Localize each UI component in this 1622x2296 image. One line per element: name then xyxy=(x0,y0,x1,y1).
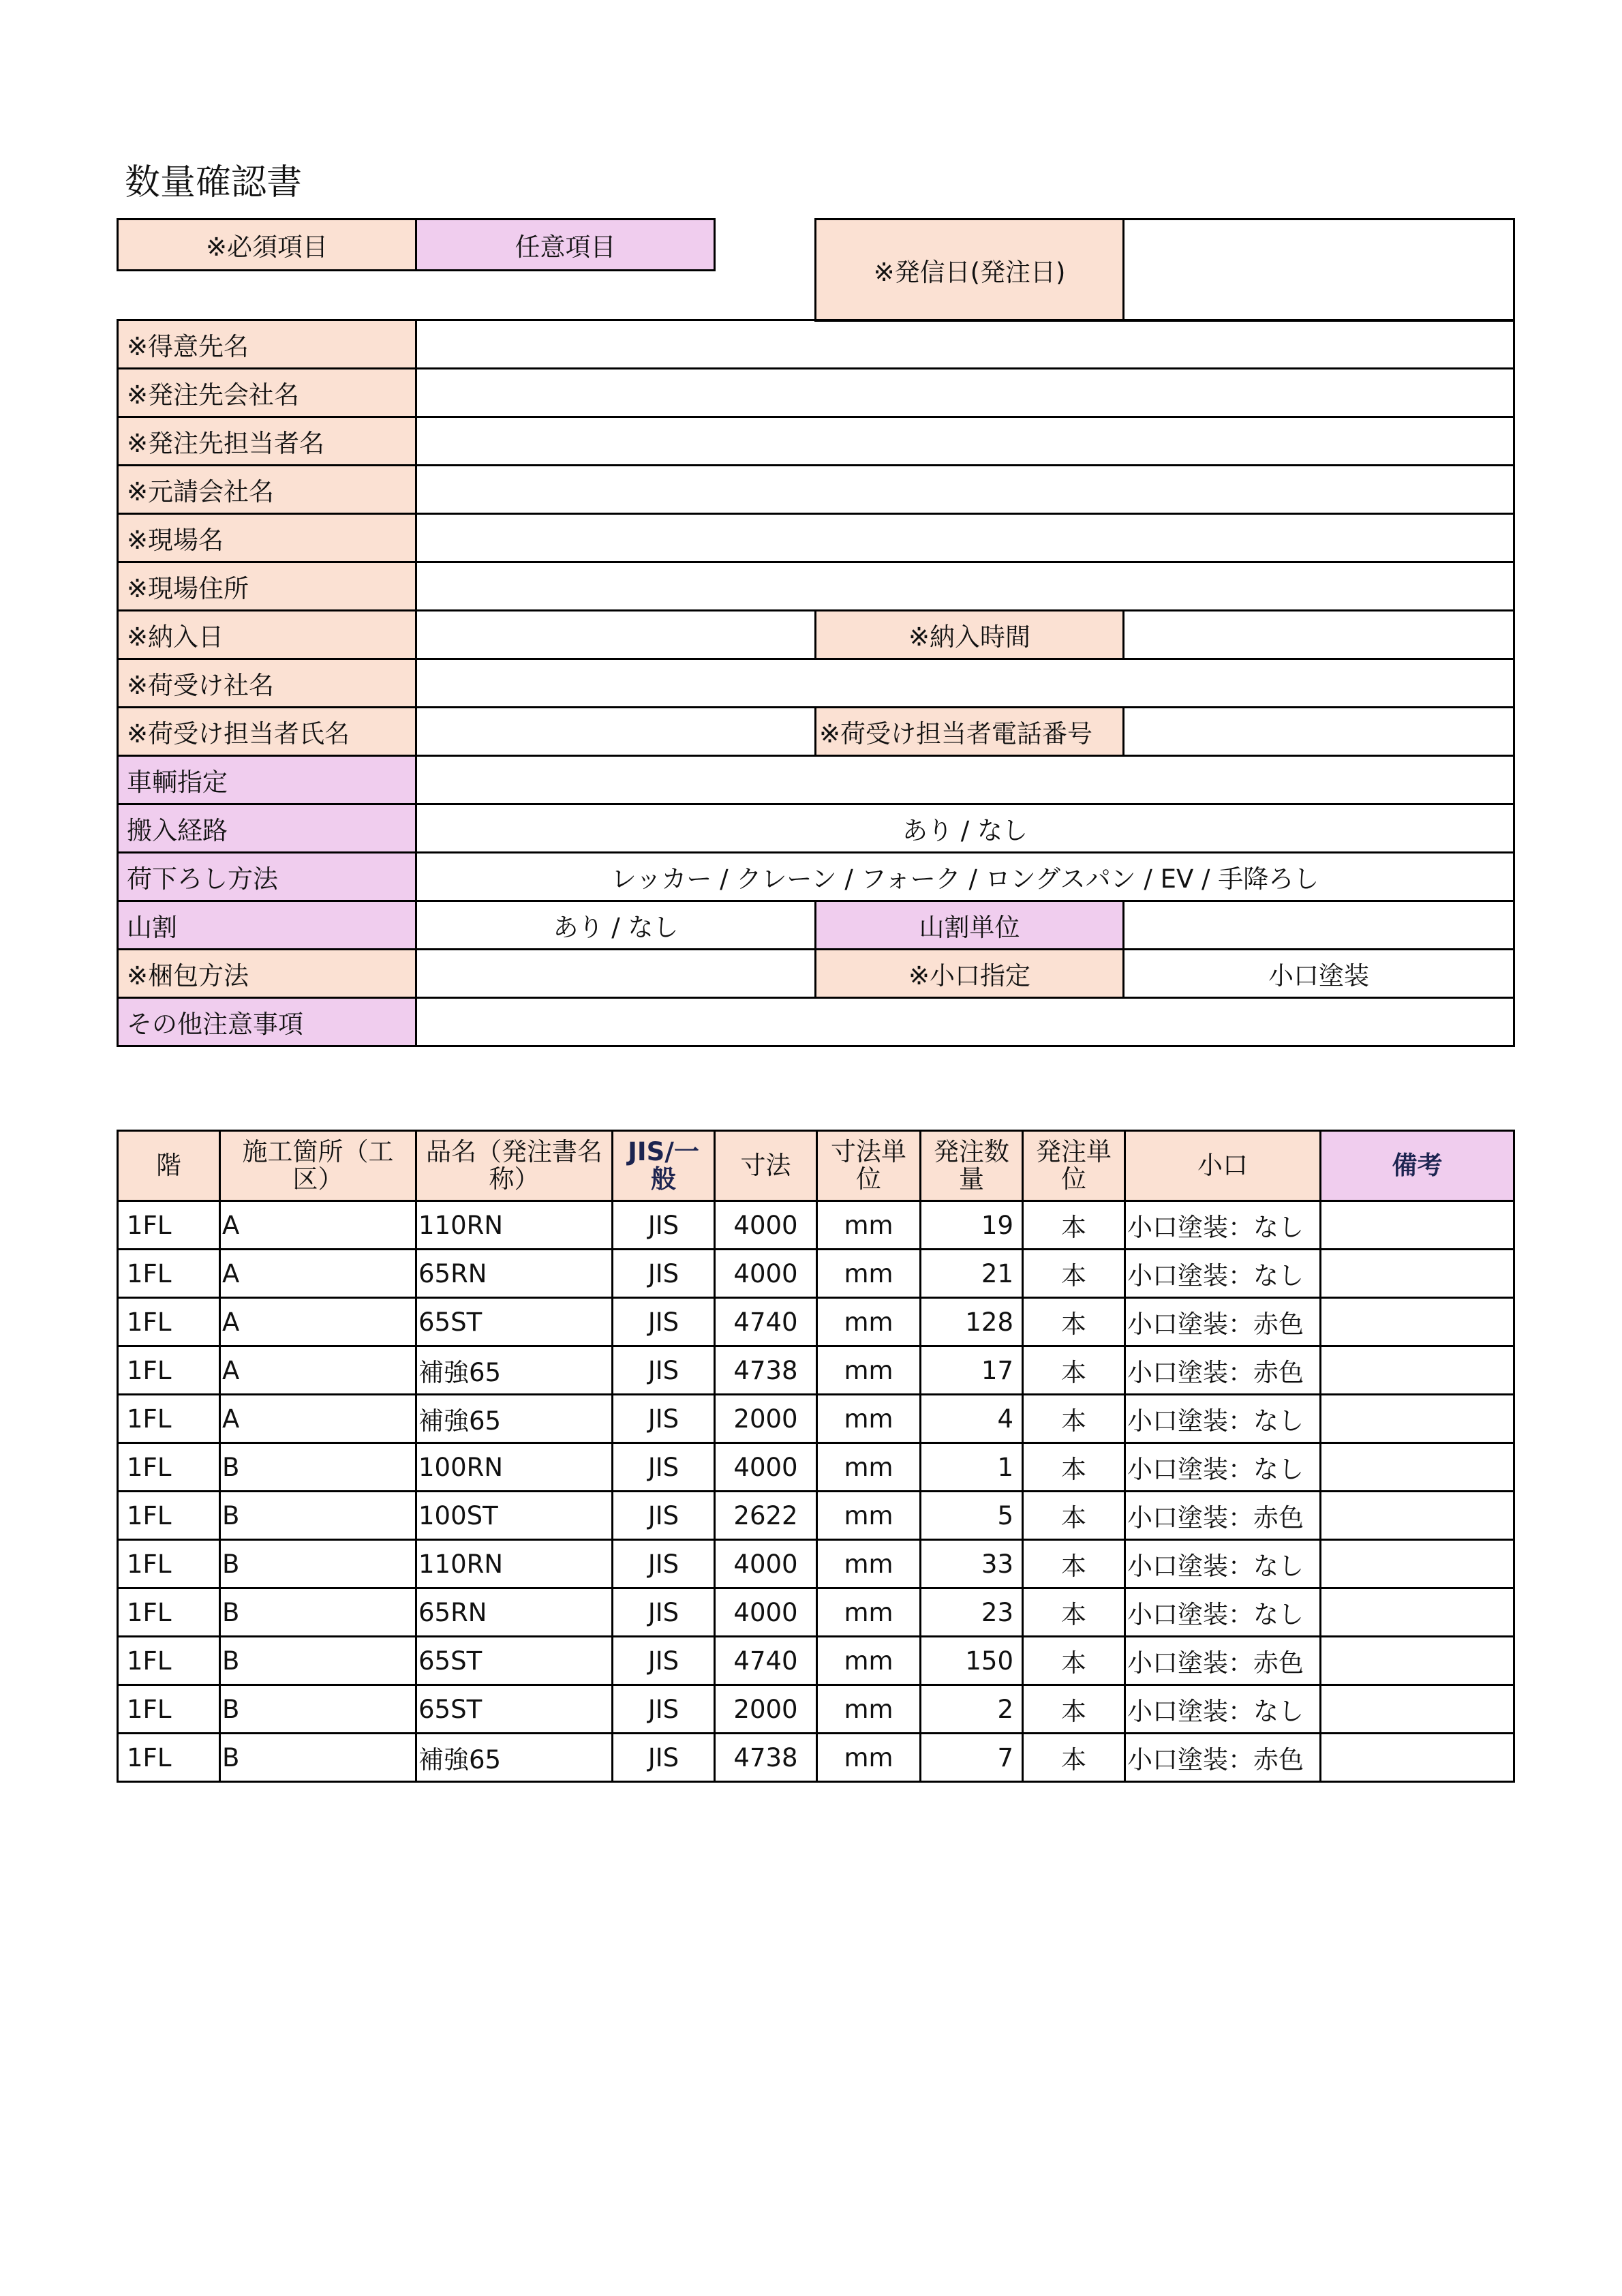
cell-qty-unit: 本 xyxy=(1023,1588,1125,1637)
site-address-label: ※現場住所 xyxy=(118,562,416,611)
cell-qty-unit: 本 xyxy=(1023,1201,1125,1250)
form-row-receiver-company xyxy=(118,659,1514,708)
cell-jis: JIS xyxy=(613,1588,715,1637)
cell-size-unit: mm xyxy=(817,1395,921,1443)
table-row xyxy=(118,1588,1514,1637)
cell-name: 110RN xyxy=(416,1540,613,1588)
cell-name: 65ST xyxy=(416,1685,613,1734)
cell-jis: JIS xyxy=(613,1250,715,1298)
order-company-label: ※発注先会社名 xyxy=(118,369,416,417)
issue-date-label: ※発信日(発注日) xyxy=(816,220,1124,321)
cell-remarks[interactable] xyxy=(1321,1346,1514,1395)
cell-size-unit: mm xyxy=(817,1250,921,1298)
table-row xyxy=(118,1685,1514,1734)
issue-date-field[interactable] xyxy=(1124,220,1514,321)
cell-size: 4000 xyxy=(715,1443,817,1492)
cell-qty-unit: 本 xyxy=(1023,1492,1125,1540)
notes-field[interactable] xyxy=(416,998,1514,1046)
site-name-field[interactable] xyxy=(416,514,1514,562)
cell-koguchi: 小口塗装：なし xyxy=(1125,1588,1321,1637)
receiver-name-label: ※荷受け担当者氏名 xyxy=(118,708,416,756)
cell-area: B xyxy=(220,1588,416,1637)
yamawari-field[interactable]: あり / なし xyxy=(416,901,816,950)
koguchi-label: ※小口指定 xyxy=(816,950,1124,998)
cell-jis: JIS xyxy=(613,1201,715,1250)
cell-floor: 1FL xyxy=(118,1298,220,1346)
cell-area: A xyxy=(220,1250,416,1298)
cell-size: 4740 xyxy=(715,1298,817,1346)
cell-qty: 4 xyxy=(921,1395,1023,1443)
customer-name-label: ※得意先名 xyxy=(118,320,416,369)
receiver-company-field[interactable] xyxy=(416,659,1514,708)
cell-area: A xyxy=(220,1346,416,1395)
receiver-company-label: ※荷受け社名 xyxy=(118,659,416,708)
cell-floor: 1FL xyxy=(118,1443,220,1492)
cell-name: 65ST xyxy=(416,1298,613,1346)
cell-qty-unit: 本 xyxy=(1023,1250,1125,1298)
cell-qty-unit: 本 xyxy=(1023,1637,1125,1685)
cell-floor: 1FL xyxy=(118,1637,220,1685)
notes-label: その他注意事項 xyxy=(118,998,416,1046)
cell-name: 110RN xyxy=(416,1201,613,1250)
form-row-unloading xyxy=(118,853,1514,901)
header-qty-unit: 発注単位 xyxy=(1023,1131,1125,1201)
cell-floor: 1FL xyxy=(118,1540,220,1588)
cell-qty: 33 xyxy=(921,1540,1023,1588)
cell-remarks[interactable] xyxy=(1321,1734,1514,1782)
cell-size: 4738 xyxy=(715,1734,817,1782)
cell-name: 65ST xyxy=(416,1637,613,1685)
cell-floor: 1FL xyxy=(118,1395,220,1443)
cell-remarks[interactable] xyxy=(1321,1685,1514,1734)
cell-floor: 1FL xyxy=(118,1588,220,1637)
site-name-label: ※現場名 xyxy=(118,514,416,562)
yamawari-label: 山割 xyxy=(118,901,416,950)
header-koguchi: 小口 xyxy=(1125,1131,1321,1201)
prime-contractor-label: ※元請会社名 xyxy=(118,466,416,514)
cell-size-unit: mm xyxy=(817,1540,921,1588)
cell-size-unit: mm xyxy=(817,1734,921,1782)
cell-name: 65RN xyxy=(416,1250,613,1298)
form-row-site-name xyxy=(118,514,1514,562)
cell-size: 4740 xyxy=(715,1637,817,1685)
route-field[interactable]: あり / なし xyxy=(416,804,1514,853)
cell-koguchi: 小口塗装：赤色 xyxy=(1125,1298,1321,1346)
cell-qty: 17 xyxy=(921,1346,1023,1395)
order-company-field[interactable] xyxy=(416,369,1514,417)
delivery-date-field[interactable] xyxy=(416,611,816,659)
cell-koguchi: 小口塗装：赤色 xyxy=(1125,1492,1321,1540)
table-row xyxy=(118,1637,1514,1685)
cell-qty-unit: 本 xyxy=(1023,1685,1125,1734)
cell-size: 2000 xyxy=(715,1685,817,1734)
table-row xyxy=(118,1201,1514,1250)
cell-floor: 1FL xyxy=(118,1201,220,1250)
cell-area: A xyxy=(220,1395,416,1443)
cell-qty: 23 xyxy=(921,1588,1023,1637)
route-label: 搬入経路 xyxy=(118,804,416,853)
cell-name: 補強65 xyxy=(416,1734,613,1782)
prime-contractor-field[interactable] xyxy=(416,466,1514,514)
cell-size-unit: mm xyxy=(817,1685,921,1734)
items-header-row xyxy=(118,1131,1514,1201)
cell-size: 4000 xyxy=(715,1588,817,1637)
cell-size: 4738 xyxy=(715,1346,817,1395)
header-floor: 階 xyxy=(118,1131,220,1201)
cell-jis: JIS xyxy=(613,1637,715,1685)
cell-size: 4000 xyxy=(715,1540,817,1588)
cell-qty: 21 xyxy=(921,1250,1023,1298)
delivery-time-label: ※納入時間 xyxy=(816,611,1124,659)
cell-name: 100RN xyxy=(416,1443,613,1492)
form-row-order-company xyxy=(118,369,1514,417)
cell-area: B xyxy=(220,1492,416,1540)
cell-qty: 19 xyxy=(921,1201,1023,1250)
table-row xyxy=(118,1346,1514,1395)
cell-name: 100ST xyxy=(416,1492,613,1540)
receiver-phone-label: ※荷受け担当者電話番号 xyxy=(816,708,1124,756)
cell-koguchi: 小口塗装：なし xyxy=(1125,1250,1321,1298)
cell-remarks[interactable] xyxy=(1321,1588,1514,1637)
header-qty: 発注数量 xyxy=(921,1131,1023,1201)
cell-qty-unit: 本 xyxy=(1023,1540,1125,1588)
cell-koguchi: 小口塗装：赤色 xyxy=(1125,1346,1321,1395)
cell-size-unit: mm xyxy=(817,1201,921,1250)
cell-jis: JIS xyxy=(613,1395,715,1443)
cell-qty-unit: 本 xyxy=(1023,1443,1125,1492)
cell-koguchi: 小口塗装：なし xyxy=(1125,1540,1321,1588)
header-name: 品名（発注書名称） xyxy=(416,1131,613,1201)
form-row-packing xyxy=(118,950,1514,998)
form-row-vehicle xyxy=(118,756,1514,804)
cell-area: B xyxy=(220,1734,416,1782)
koguchi-field[interactable]: 小口塗装 xyxy=(1124,950,1514,998)
order-contact-field[interactable] xyxy=(416,417,1514,466)
header-size: 寸法 xyxy=(715,1131,817,1201)
cell-size-unit: mm xyxy=(817,1443,921,1492)
cell-floor: 1FL xyxy=(118,1346,220,1395)
cell-size: 4000 xyxy=(715,1201,817,1250)
form-row-customer xyxy=(118,320,1514,369)
cell-name: 補強65 xyxy=(416,1395,613,1443)
header-jis: JIS/一般 xyxy=(613,1131,715,1201)
page-title: 数量確認書 xyxy=(125,162,303,203)
yamawari-unit-label: 山割単位 xyxy=(816,901,1124,950)
cell-remarks[interactable] xyxy=(1321,1540,1514,1588)
cell-remarks[interactable] xyxy=(1321,1443,1514,1492)
cell-name: 補強65 xyxy=(416,1346,613,1395)
cell-qty-unit: 本 xyxy=(1023,1346,1125,1395)
cell-qty: 7 xyxy=(921,1734,1023,1782)
yamawari-unit-field[interactable] xyxy=(1124,901,1514,950)
cell-area: A xyxy=(220,1298,416,1346)
cell-remarks[interactable] xyxy=(1321,1298,1514,1346)
cell-remarks[interactable] xyxy=(1321,1250,1514,1298)
cell-jis: JIS xyxy=(613,1685,715,1734)
items-table xyxy=(117,1130,1515,1783)
delivery-time-field[interactable] xyxy=(1124,611,1514,659)
table-row xyxy=(118,1395,1514,1443)
table-row xyxy=(118,1250,1514,1298)
packing-field[interactable] xyxy=(416,950,816,998)
cell-qty: 1 xyxy=(921,1443,1023,1492)
cell-qty: 5 xyxy=(921,1492,1023,1540)
cell-size: 4000 xyxy=(715,1250,817,1298)
cell-size-unit: mm xyxy=(817,1588,921,1637)
cell-size: 2000 xyxy=(715,1395,817,1443)
cell-area: A xyxy=(220,1201,416,1250)
delivery-date-label: ※納入日 xyxy=(118,611,416,659)
cell-koguchi: 小口塗装：なし xyxy=(1125,1395,1321,1443)
table-row xyxy=(118,1443,1514,1492)
cell-koguchi: 小口塗装：赤色 xyxy=(1125,1637,1321,1685)
vehicle-label: 車輌指定 xyxy=(118,756,416,804)
form-row-delivery xyxy=(118,611,1514,659)
cell-remarks[interactable] xyxy=(1321,1492,1514,1540)
cell-size-unit: mm xyxy=(817,1346,921,1395)
form-row-site-address xyxy=(118,562,1514,611)
cell-qty-unit: 本 xyxy=(1023,1298,1125,1346)
site-address-field[interactable] xyxy=(416,562,1514,611)
table-row xyxy=(118,1298,1514,1346)
cell-area: B xyxy=(220,1685,416,1734)
form-row-route xyxy=(118,804,1514,853)
unloading-field[interactable]: レッカー / クレーン / フォーク / ロングスパン / EV / 手降ろし xyxy=(416,853,1514,901)
vehicle-field[interactable] xyxy=(416,756,1514,804)
cell-koguchi: 小口塗装：なし xyxy=(1125,1443,1321,1492)
order-contact-label: ※発注先担当者名 xyxy=(118,417,416,466)
cell-floor: 1FL xyxy=(118,1685,220,1734)
header-remarks: 備考 xyxy=(1321,1131,1514,1201)
cell-qty: 150 xyxy=(921,1637,1023,1685)
receiver-name-field[interactable] xyxy=(416,708,816,756)
cell-jis: JIS xyxy=(613,1540,715,1588)
legend-optional: 任意項目 xyxy=(416,220,715,271)
table-row xyxy=(118,1540,1514,1588)
receiver-phone-field[interactable] xyxy=(1124,708,1514,756)
cell-floor: 1FL xyxy=(118,1250,220,1298)
header-area: 施工箇所（工区） xyxy=(220,1131,416,1201)
cell-jis: JIS xyxy=(613,1734,715,1782)
cell-koguchi: 小口塗装：なし xyxy=(1125,1201,1321,1250)
cell-name: 65RN xyxy=(416,1588,613,1637)
cell-qty-unit: 本 xyxy=(1023,1395,1125,1443)
cell-area: B xyxy=(220,1637,416,1685)
packing-label: ※梱包方法 xyxy=(118,950,416,998)
cell-remarks[interactable] xyxy=(1321,1201,1514,1250)
cell-size-unit: mm xyxy=(817,1637,921,1685)
cell-jis: JIS xyxy=(613,1443,715,1492)
form-row-notes xyxy=(118,998,1514,1046)
form-row-order-contact xyxy=(118,417,1514,466)
table-row xyxy=(118,1734,1514,1782)
issue-date-box xyxy=(814,218,1515,322)
cell-koguchi: 小口塗装：赤色 xyxy=(1125,1734,1321,1782)
cell-jis: JIS xyxy=(613,1298,715,1346)
cell-koguchi: 小口塗装：なし xyxy=(1125,1685,1321,1734)
cell-remarks[interactable] xyxy=(1321,1395,1514,1443)
form-row-prime-contractor xyxy=(118,466,1514,514)
order-form xyxy=(117,319,1515,1047)
form-row-yamawari xyxy=(118,901,1514,950)
cell-area: B xyxy=(220,1443,416,1492)
cell-floor: 1FL xyxy=(118,1734,220,1782)
table-row xyxy=(118,1492,1514,1540)
cell-qty-unit: 本 xyxy=(1023,1734,1125,1782)
form-row-receiver xyxy=(118,708,1514,756)
cell-floor: 1FL xyxy=(118,1492,220,1540)
legend xyxy=(117,218,716,271)
cell-remarks[interactable] xyxy=(1321,1637,1514,1685)
customer-name-field[interactable] xyxy=(416,320,1514,369)
cell-qty: 2 xyxy=(921,1685,1023,1734)
cell-qty: 128 xyxy=(921,1298,1023,1346)
cell-size: 2622 xyxy=(715,1492,817,1540)
cell-size-unit: mm xyxy=(817,1492,921,1540)
legend-required: ※必須項目 xyxy=(118,220,416,271)
cell-area: B xyxy=(220,1540,416,1588)
cell-jis: JIS xyxy=(613,1346,715,1395)
cell-size-unit: mm xyxy=(817,1298,921,1346)
header-size-unit: 寸法単位 xyxy=(817,1131,921,1201)
unloading-label: 荷下ろし方法 xyxy=(118,853,416,901)
cell-jis: JIS xyxy=(613,1492,715,1540)
